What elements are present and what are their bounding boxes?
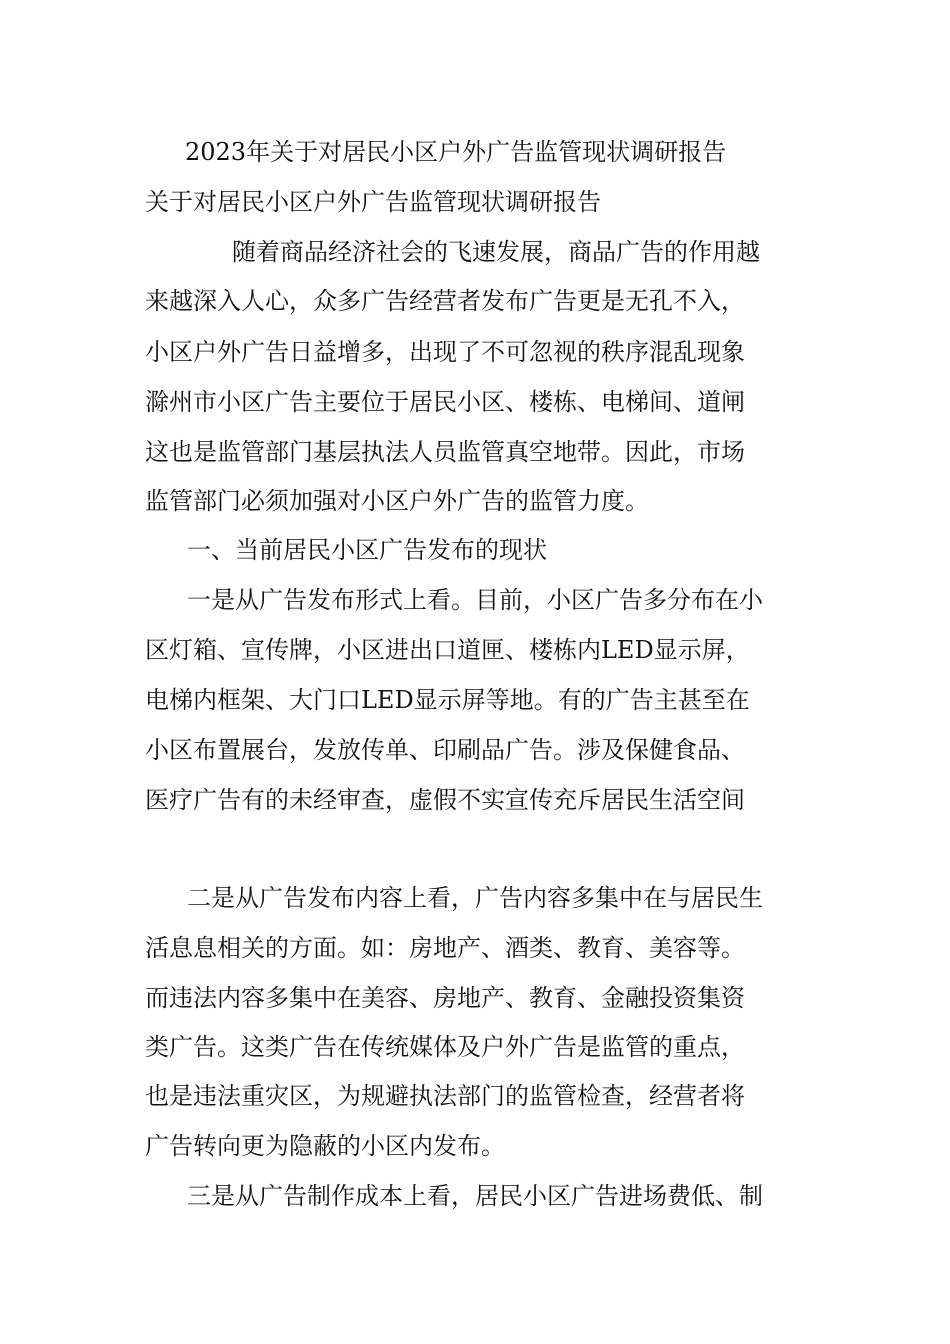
paragraph-line: 一是从广告发布形式上看。目前，小区广告多分布在小 [187, 586, 763, 614]
paragraph-line: 随着商品经济社会的飞速发展，商品广告的作用越 [232, 238, 760, 266]
document-title: 2023年关于对居民小区户外广告监管现状调研报告 [185, 138, 727, 166]
section-heading: 一、当前居民小区广告发布的现状 [187, 536, 547, 564]
paragraph-line: 小区户外广告日益增多，出现了不可忽视的秩序混乱现象 [145, 338, 745, 366]
paragraph-line: 广告转向更为隐蔽的小区内发布。 [145, 1132, 505, 1160]
paragraph-line: 监管部门必须加强对小区户外广告的监管力度。 [145, 487, 649, 515]
paragraph-line: 电梯内框架、大门口LED显示屏等地。有的广告主甚至在 [145, 686, 750, 714]
paragraph-line: 而违法内容多集中在美容、房地产、教育、金融投资集资 [145, 984, 745, 1012]
paragraph-line: 小区布置展台，发放传单、印刷品广告。涉及保健食品、 [145, 736, 745, 764]
paragraph-line: 类广告。这类广告在传统媒体及户外广告是监管的重点， [145, 1033, 745, 1061]
document-subtitle: 关于对居民小区户外广告监管现状调研报告 [145, 188, 601, 216]
paragraph-line: 医疗广告有的未经审查，虚假不实宣传充斥居民生活空间 [145, 786, 745, 814]
paragraph-line: 滁州市小区广告主要位于居民小区、楼栋、电梯间、道闸 [145, 388, 745, 416]
paragraph-line: 三是从广告制作成本上看，居民小区广告进场费低、制 [187, 1182, 763, 1210]
paragraph-line: 活息息相关的方面。如：房地产、酒类、教育、美容等。 [145, 934, 745, 962]
paragraph-line: 二是从广告发布内容上看，广告内容多集中在与居民生 [187, 884, 763, 912]
paragraph-line: 来越深入人心，众多广告经营者发布广告更是无孔不入， [145, 287, 745, 315]
paragraph-line: 区灯箱、宣传牌，小区进出口道匣、楼栋内LED显示屏， [145, 636, 750, 664]
paragraph-line: 也是违法重灾区，为规避执法部门的监管检查，经营者将 [145, 1082, 745, 1110]
paragraph-line: 这也是监管部门基层执法人员监管真空地带。因此，市场 [145, 438, 745, 466]
